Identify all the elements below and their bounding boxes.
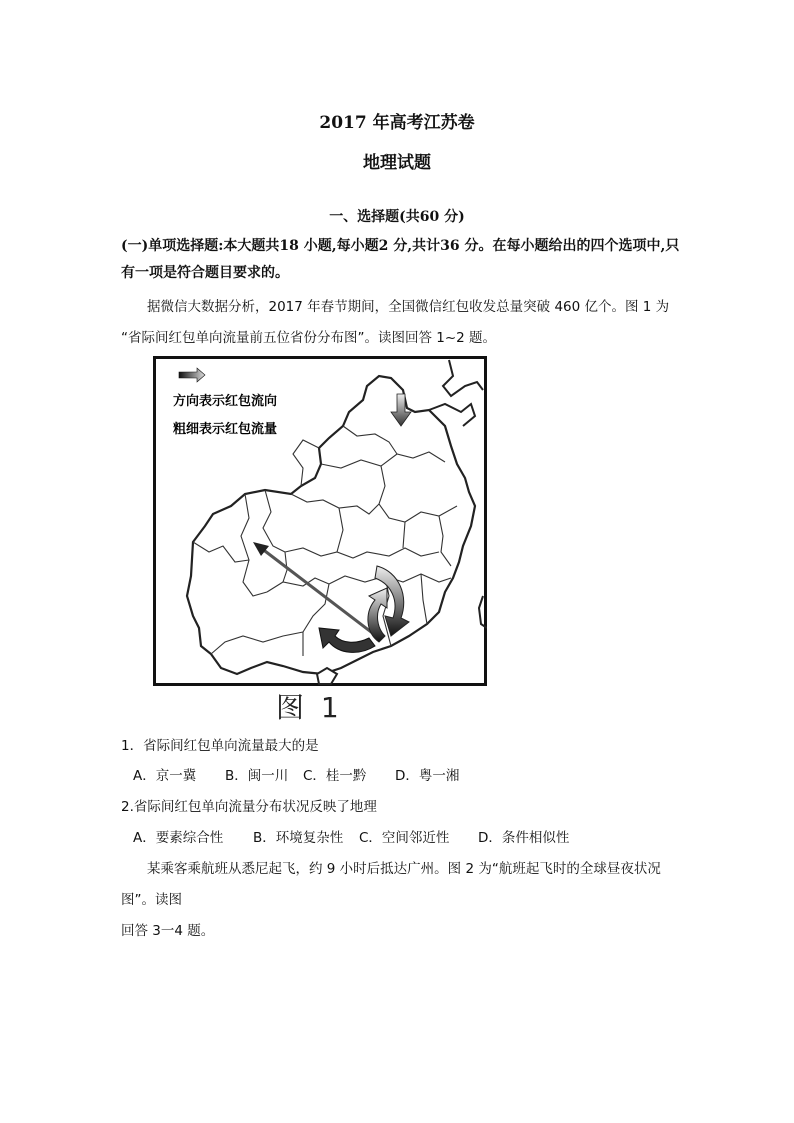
instruction-line-2: 有一项是符合题目要求的。 (121, 265, 289, 281)
q1-option-b: B．闽一川 (225, 768, 289, 784)
q1-option-a: A．京一冀 (133, 768, 197, 784)
passage-2-line-2: 图”。读图 (121, 892, 182, 908)
legend-direction: 方向表示红包流向 (173, 394, 278, 409)
page-subtitle: 地理试题 (363, 153, 431, 173)
figure-caption: 图 1 (276, 691, 343, 724)
instruction-line-1: (一)单项选择题:本大题共18 小题,每小题2 分,共计36 分。在每小题给出的四个选项中,只 (121, 238, 680, 254)
section-heading: 一、选择题(共60 分) (329, 209, 465, 225)
q2-option-b: B．环境复杂性 (253, 830, 344, 846)
q1-option-c: C．桂一黔 (303, 768, 367, 784)
passage-2-line-1: 某乘客乘航班从悉尼起飞，约 9 小时后抵达广州。图 2 为“航班起飞时的全球昼夜状况 (147, 861, 661, 877)
q2-option-c: C．空间邻近性 (359, 830, 450, 846)
legend-thickness: 粗细表示红包流量 (173, 422, 278, 437)
question-2-stem: 2.省际间红包单向流量分布状况反映了地理 (121, 799, 377, 815)
q2-option-a: A．要素综合性 (133, 830, 224, 846)
page-title: 2017 年高考江苏卷 (319, 113, 475, 133)
intro-line-2: “省际间红包单向流量前五位省份分布图”。读图回答 1~2 题。 (121, 330, 497, 346)
q2-option-d: D．条件相似性 (478, 830, 570, 846)
q1-option-d: D．粤一湘 (395, 768, 460, 784)
figure-1-map (153, 356, 487, 686)
passage-2-line-3: 回答 3一4 题。 (121, 923, 215, 939)
intro-line-1: 据微信大数据分析，2017 年春节期间，全国微信红包收发总量突破 460 亿个。图 1 为 (147, 299, 670, 315)
question-1-stem: 1．省际间红包单向流量最大的是 (121, 738, 319, 754)
